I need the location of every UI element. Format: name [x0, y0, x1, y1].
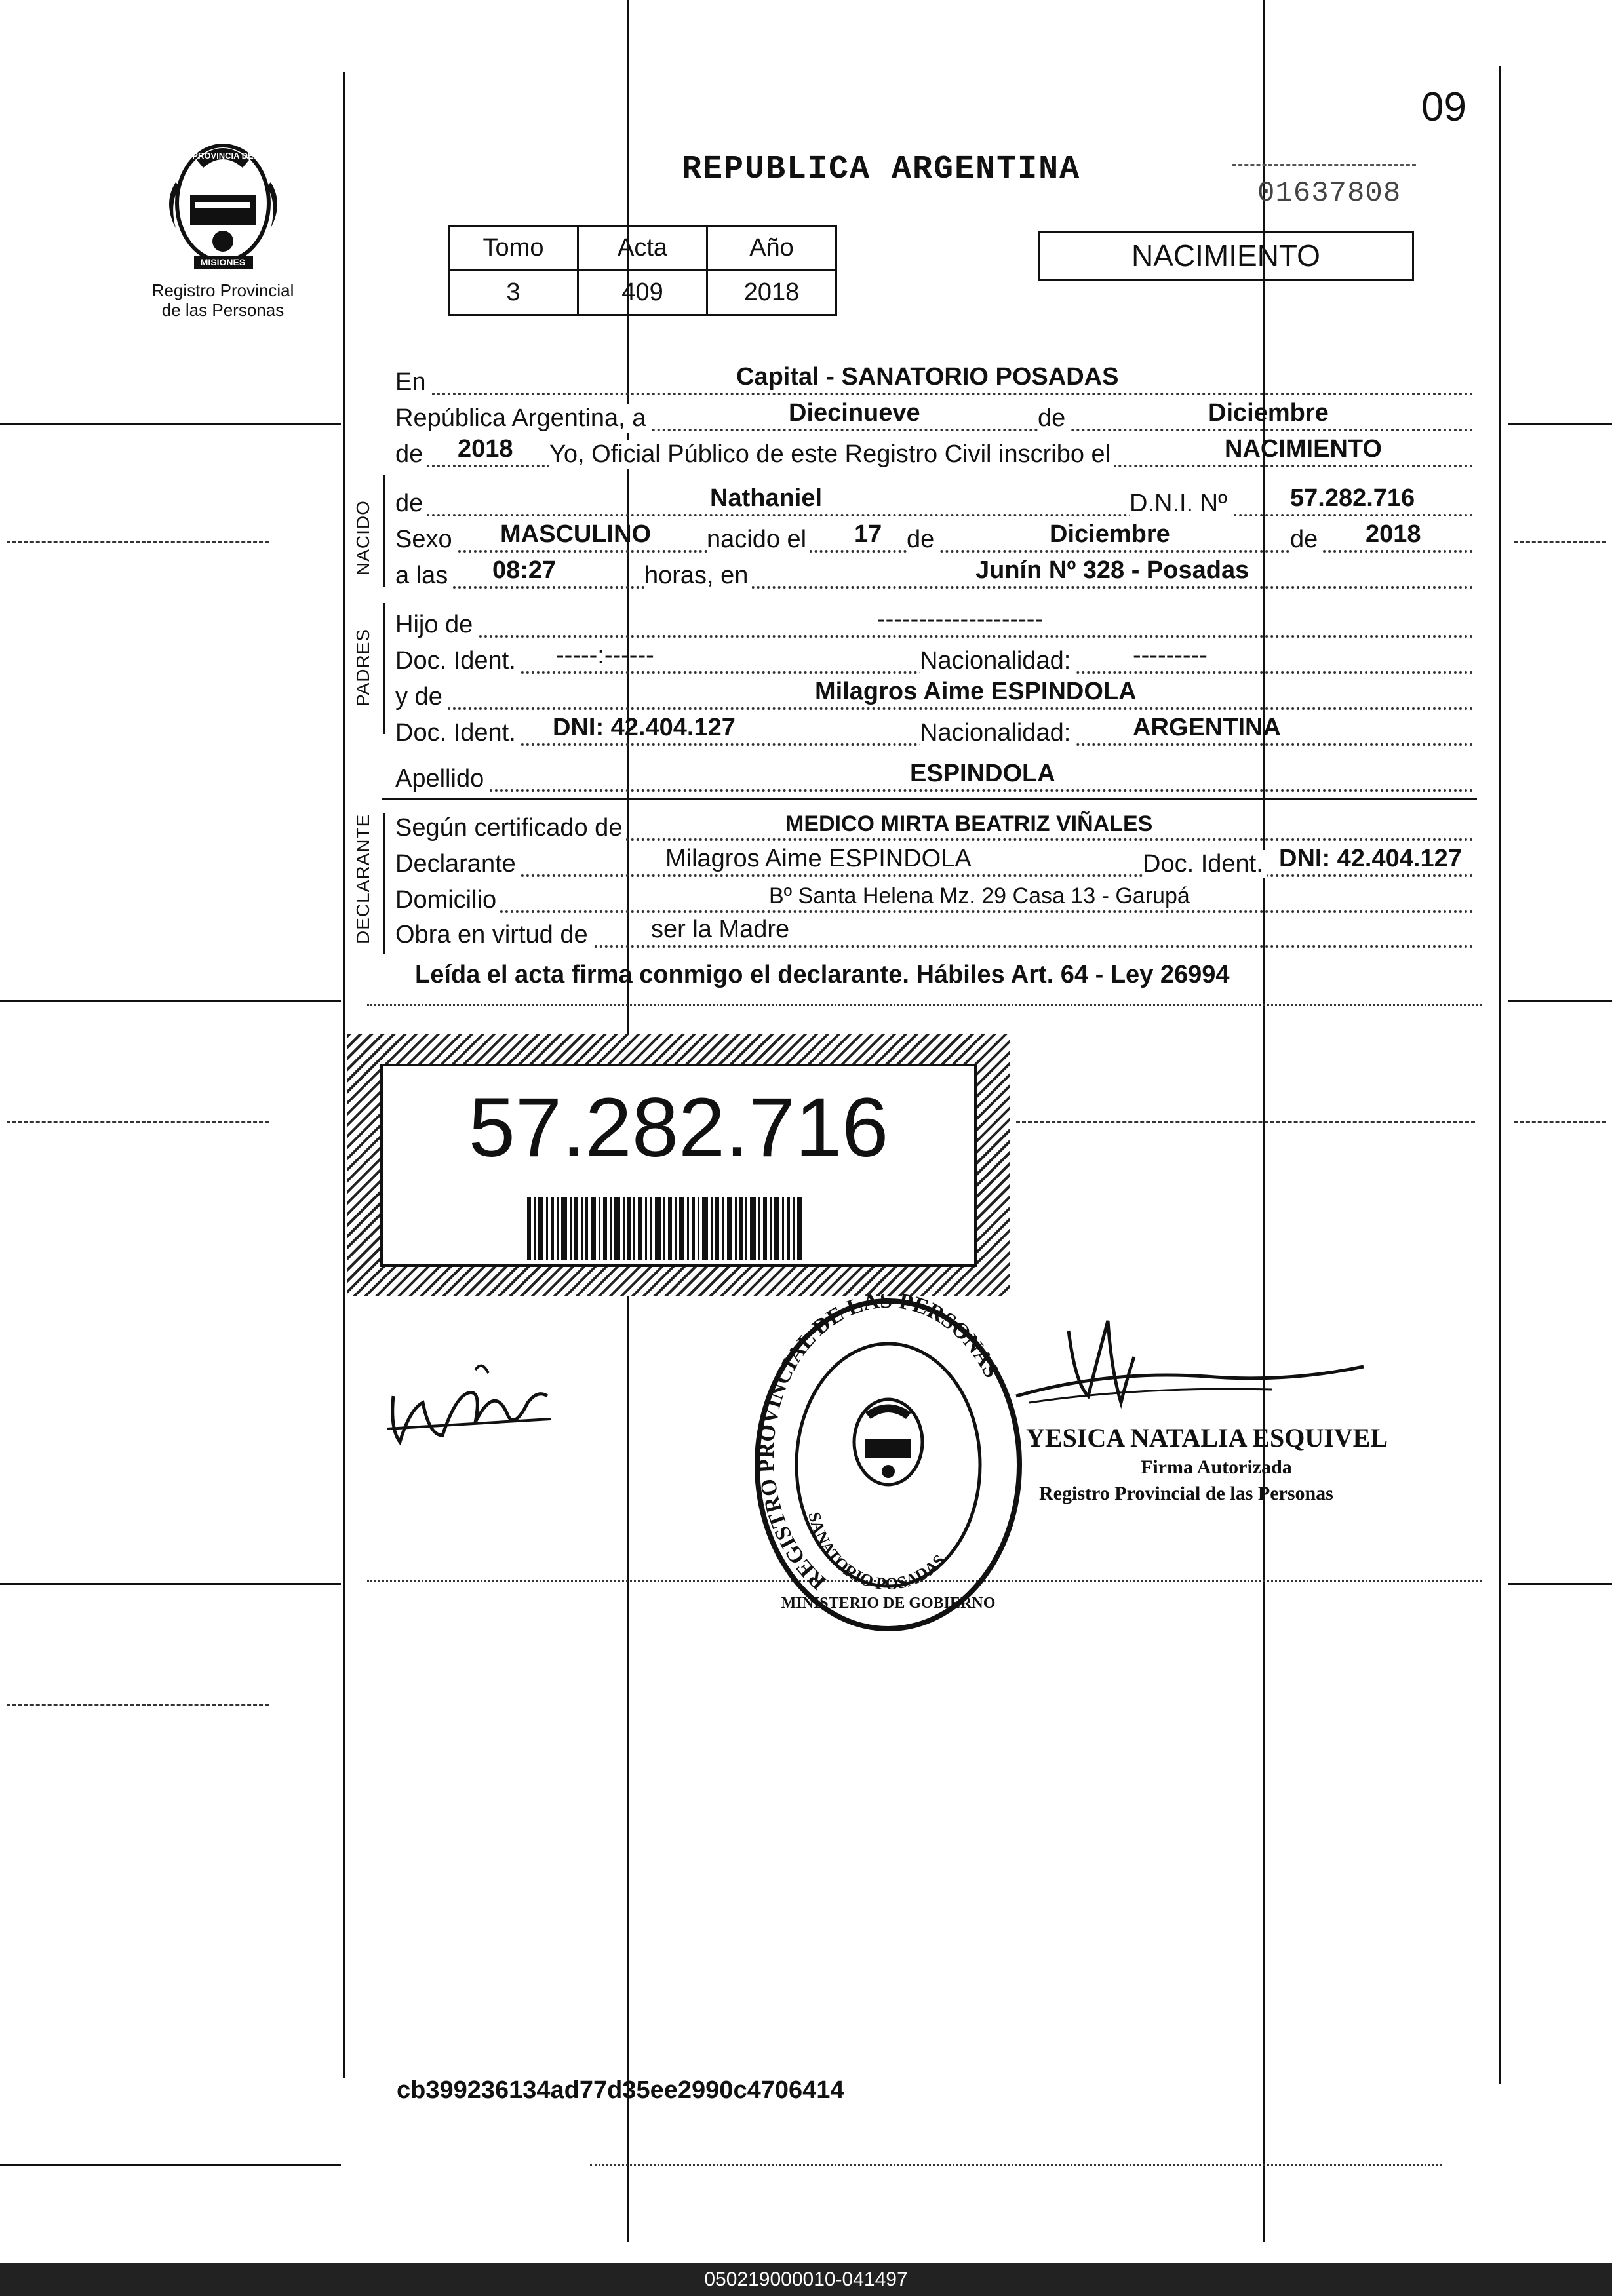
punch-line-r3	[1508, 1583, 1612, 1585]
dni-stamp-frame	[347, 1034, 1010, 1296]
book-table	[448, 225, 837, 316]
label-de-birth-month: de	[907, 526, 938, 554]
official-title: Firma Autorizada	[1141, 1456, 1292, 1478]
registry-caption-line2: de las Personas	[161, 300, 285, 320]
section-declarante: DECLARANTE	[353, 813, 373, 944]
row-hijo-de	[395, 606, 1474, 643]
book-value-ano: 2018	[707, 271, 836, 315]
value-address: Bº Santa Helena Mz. 29 Casa 13 - Garupá	[769, 884, 1190, 908]
row-obra	[395, 916, 1474, 953]
stamp-inner-bottom: MINISTERIO DE GOBIERNO	[781, 1595, 996, 1612]
row-domicilio	[395, 882, 1474, 918]
value-declarante-name: Milagros Aime ESPINDOLA	[665, 845, 972, 872]
row-father-doc	[395, 642, 1474, 679]
punch-line-3	[0, 1583, 341, 1585]
label-father-nationality: Nacionalidad:	[920, 647, 1074, 675]
value-month: Diciembre	[1208, 399, 1329, 427]
dni-stamp-inner	[380, 1064, 977, 1267]
declarant-signature	[383, 1357, 554, 1462]
scan-dash-3	[7, 1704, 269, 1706]
book-header-ano: Año	[707, 226, 836, 271]
label-father-doc: Doc. Ident.	[395, 647, 520, 675]
row-nacido-name	[395, 485, 1474, 522]
book-value-acta: 409	[578, 271, 707, 315]
label-domicilio: Domicilio	[395, 886, 500, 914]
value-act-kind: NACIMIENTO	[1225, 435, 1382, 463]
label-inscribo: Yo, Oficial Público de este Registro Civil inscribo el	[549, 440, 1114, 469]
value-time: 08:27	[492, 556, 557, 584]
row-sexo	[395, 521, 1474, 558]
country-title: REPUBLICA ARGENTINA	[682, 151, 1081, 188]
value-mother: Milagros Aime ESPINDOLA	[815, 678, 1137, 705]
stamp-ring-text: REGISTRO PROVINCIAL DE LAS PERSONAS	[754, 1294, 1004, 1595]
value-child-name: Nathaniel	[710, 484, 823, 512]
right-margin-line	[1499, 66, 1501, 2084]
page-number: 09	[1421, 85, 1466, 130]
scan-dash-5	[1514, 1121, 1606, 1123]
label-mother-doc: Doc. Ident.	[395, 719, 520, 747]
label-obra: Obra en virtud de	[395, 921, 592, 949]
value-declarante-doc: DNI: 42.404.127	[1279, 845, 1462, 872]
closing-text: Leída el acta firma conmigo el declarante. Hábiles Art. 64 - Ley 26994	[415, 961, 1230, 988]
label-nacido-el: nacido el	[707, 526, 810, 554]
row-apellido	[395, 760, 1474, 797]
label-declarante-doc: Doc. Ident.	[1143, 850, 1267, 878]
document-type-box: NACIMIENTO	[1038, 231, 1414, 281]
row-republica	[395, 400, 1474, 437]
value-father-nationality: ---------	[1133, 642, 1208, 669]
label-en: En	[395, 368, 429, 397]
scan-dash-7	[367, 1004, 1482, 1006]
dni-barcode	[527, 1197, 802, 1260]
province-seal	[156, 130, 290, 274]
document-hash: cb399236134ad77d35ee2990c4706414	[397, 2076, 844, 2104]
seal-bottom-text: MISIONES	[200, 257, 246, 267]
nacido-bar	[383, 475, 385, 587]
section-nacido: NACIDO	[353, 500, 373, 575]
padres-bar	[383, 603, 385, 734]
section-padres: PADRES	[353, 628, 373, 707]
value-year: 2018	[458, 435, 513, 463]
value-apellido: ESPINDOLA	[910, 760, 1055, 787]
serial-underline	[1232, 164, 1416, 166]
seal-top-text: PROVINCIA DE	[192, 151, 254, 161]
row-y-de	[395, 678, 1474, 715]
value-child-dni: 57.282.716	[1290, 484, 1415, 512]
scan-dash-9	[590, 2164, 1442, 2166]
registry-caption-line1: Registro Provincial	[151, 281, 294, 300]
scan-dash-4	[1514, 541, 1606, 543]
label-certificado: Según certificado de	[395, 814, 626, 842]
value-father-doc: -----:------	[556, 642, 654, 669]
row-declarante	[395, 846, 1474, 882]
scan-dash-2	[7, 1121, 269, 1123]
label-apellido: Apellido	[395, 765, 488, 793]
value-birth-day: 17	[854, 520, 882, 548]
value-mother-doc: DNI: 42.404.127	[553, 714, 736, 741]
stamp-inner-top: SANATORIO POSADAS	[804, 1510, 949, 1594]
value-father: --------------------	[877, 606, 1044, 633]
label-dni: D.N.I. Nº	[1130, 490, 1231, 518]
declarante-bar	[383, 813, 385, 954]
label-horas: horas, en	[644, 562, 752, 590]
punch-line-r2	[1508, 1000, 1612, 1002]
value-sex: MASCULINO	[500, 520, 652, 548]
row-en	[395, 364, 1474, 400]
punch-line-1	[0, 423, 341, 425]
value-place: Capital - SANATORIO POSADAS	[736, 363, 1119, 391]
row-inscribo	[395, 436, 1474, 473]
label-de-birth-year: de	[1290, 526, 1322, 554]
value-birth-month: Diciembre	[1050, 520, 1170, 548]
book-header-acta: Acta	[578, 226, 707, 271]
label-y-de: y de	[395, 683, 446, 711]
value-birth-place: Junín Nº 328 - Posadas	[975, 556, 1249, 584]
value-capacity: ser la Madre	[651, 916, 790, 943]
punch-line-4	[0, 2164, 341, 2166]
footer-code: 050219000010-041497	[0, 2263, 1612, 2296]
value-birth-year: 2018	[1366, 520, 1421, 548]
book-header-tomo: Tomo	[449, 226, 578, 271]
label-de-year: de	[395, 440, 427, 469]
apellido-divider	[382, 798, 1477, 800]
label-republica: República Argentina, a	[395, 404, 650, 433]
official-stamp	[747, 1294, 1029, 1635]
row-hora	[395, 557, 1474, 594]
book-value-tomo: 3	[449, 271, 578, 315]
value-certificate: MEDICO MIRTA BEATRIZ VIÑALES	[785, 811, 1153, 836]
official-name: YESICA NATALIA ESQUIVEL	[1026, 1423, 1388, 1452]
value-day-words: Diecinueve	[789, 399, 920, 427]
value-mother-nationality: ARGENTINA	[1133, 714, 1281, 741]
serial-number: 01637808	[1257, 177, 1402, 210]
scan-dash-1	[7, 541, 269, 543]
label-mother-nationality: Nacionalidad:	[920, 719, 1074, 747]
label-de-month: de	[1038, 404, 1069, 433]
scan-dash-6	[1016, 1121, 1475, 1123]
label-hijo-de: Hijo de	[395, 611, 477, 639]
punch-line-2	[0, 1000, 341, 1002]
punch-line-r1	[1508, 423, 1612, 425]
left-margin-line	[343, 72, 345, 2078]
dni-stamp-number: 57.282.716	[468, 1081, 889, 1175]
registry-caption	[118, 281, 328, 320]
row-certificado	[395, 809, 1474, 846]
row-mother-doc	[395, 714, 1474, 751]
label-sexo: Sexo	[395, 526, 456, 554]
label-declarante: Declarante	[395, 850, 520, 878]
official-office: Registro Provincial de las Personas	[1039, 1483, 1333, 1504]
label-a-las: a las	[395, 562, 452, 590]
label-de-name: de	[395, 490, 427, 518]
